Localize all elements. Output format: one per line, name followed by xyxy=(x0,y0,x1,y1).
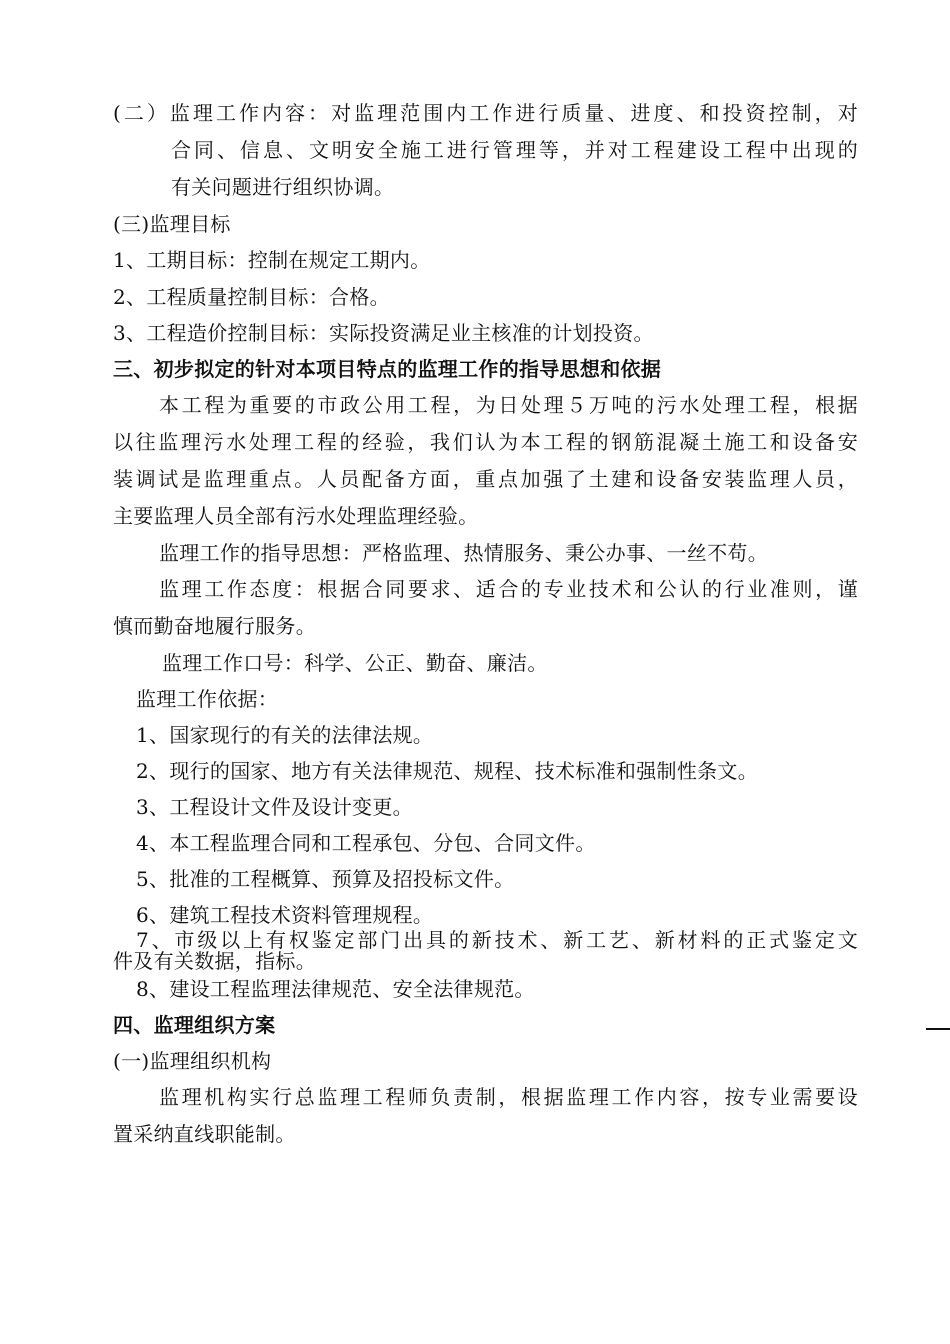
organization-plan-heading: 四、监理组织方案 xyxy=(113,1013,276,1037)
organization-structure-subheading: (一)监理组织机构 xyxy=(113,1049,272,1073)
work-basis-item: 6、建筑工程技术资料管理规程。 xyxy=(136,903,434,927)
project-paragraph-line-4: 主要监理人员全部有污水处理监理经验。 xyxy=(113,504,479,528)
work-slogan: 监理工作口号：科学、公正、勤奋、廉洁。 xyxy=(162,651,548,675)
work-content-line-3: 有关问题进行组织协调。 xyxy=(171,175,395,199)
work-basis-item: 8、建设工程监理法律规范、安全法律规范。 xyxy=(136,977,535,1001)
objective-item: 1、工期目标：控制在规定工期内。 xyxy=(113,248,431,272)
organization-paragraph-line-1: 监理机构实行总监理工程师负责制，根据监理工作内容，按专业需要设 xyxy=(159,1085,858,1109)
guiding-thought: 监理工作的指导思想：严格监理、热情服务、秉公办事、一丝不苟。 xyxy=(159,541,768,565)
project-paragraph-line-3: 装调试是监理重点。人员配备方面，重点加强了土建和设备安装监理人员， xyxy=(113,467,858,491)
work-content-line-2: 合同、信息、文明安全施工进行管理等，并对工程建设工程中出现的 xyxy=(171,138,858,162)
work-basis-item: 2、现行的国家、地方有关法律规范、规程、技术标准和强制性条文。 xyxy=(136,759,759,783)
work-basis-title: 监理工作依据： xyxy=(136,687,279,711)
work-content-line-1: (二）监理工作内容：对监理范围内工作进行质量、进度、和投资控制，对 xyxy=(113,101,858,125)
objectives-heading: (三)监理目标 xyxy=(113,212,231,236)
objective-item: 2、工程质量控制目标：合格。 xyxy=(113,285,390,309)
guiding-principles-heading: 三、初步拟定的针对本项目特点的监理工作的指导思想和依据 xyxy=(113,357,662,381)
work-basis-item-7-line-1: 7、市级以上有权鉴定部门出具的新技术、新工艺、新材料的正式鉴定文 xyxy=(136,928,858,952)
work-basis-item: 3、工程设计文件及设计变更。 xyxy=(136,795,413,819)
work-basis-item-7-line-2: 件及有关数据，指标。 xyxy=(113,949,316,973)
project-paragraph-line-1: 本工程为重要的市政公用工程，为日处理５万吨的污水处理工程，根据 xyxy=(159,393,858,417)
work-attitude-line-2: 慎而勤奋地履行服务。 xyxy=(113,614,316,638)
work-basis-item: 5、批准的工程概算、预算及招投标文件。 xyxy=(136,867,515,891)
organization-paragraph-line-2: 置采纳直线职能制。 xyxy=(113,1122,296,1146)
objective-item: 3、工程造价控制目标：实际投资满足业主核准的计划投资。 xyxy=(113,321,654,345)
work-basis-item: 1、国家现行的有关的法律法规。 xyxy=(136,723,434,747)
margin-rule xyxy=(926,1028,950,1030)
project-paragraph-line-2: 以往监理污水处理工程的经验，我们认为本工程的钢筋混凝土施工和设备安 xyxy=(113,430,858,454)
work-basis-item: 4、本工程监理合同和工程承包、分包、合同文件。 xyxy=(136,831,596,855)
work-attitude-line-1: 监理工作态度：根据合同要求、适合的专业技术和公认的行业准则，谨 xyxy=(159,577,858,601)
